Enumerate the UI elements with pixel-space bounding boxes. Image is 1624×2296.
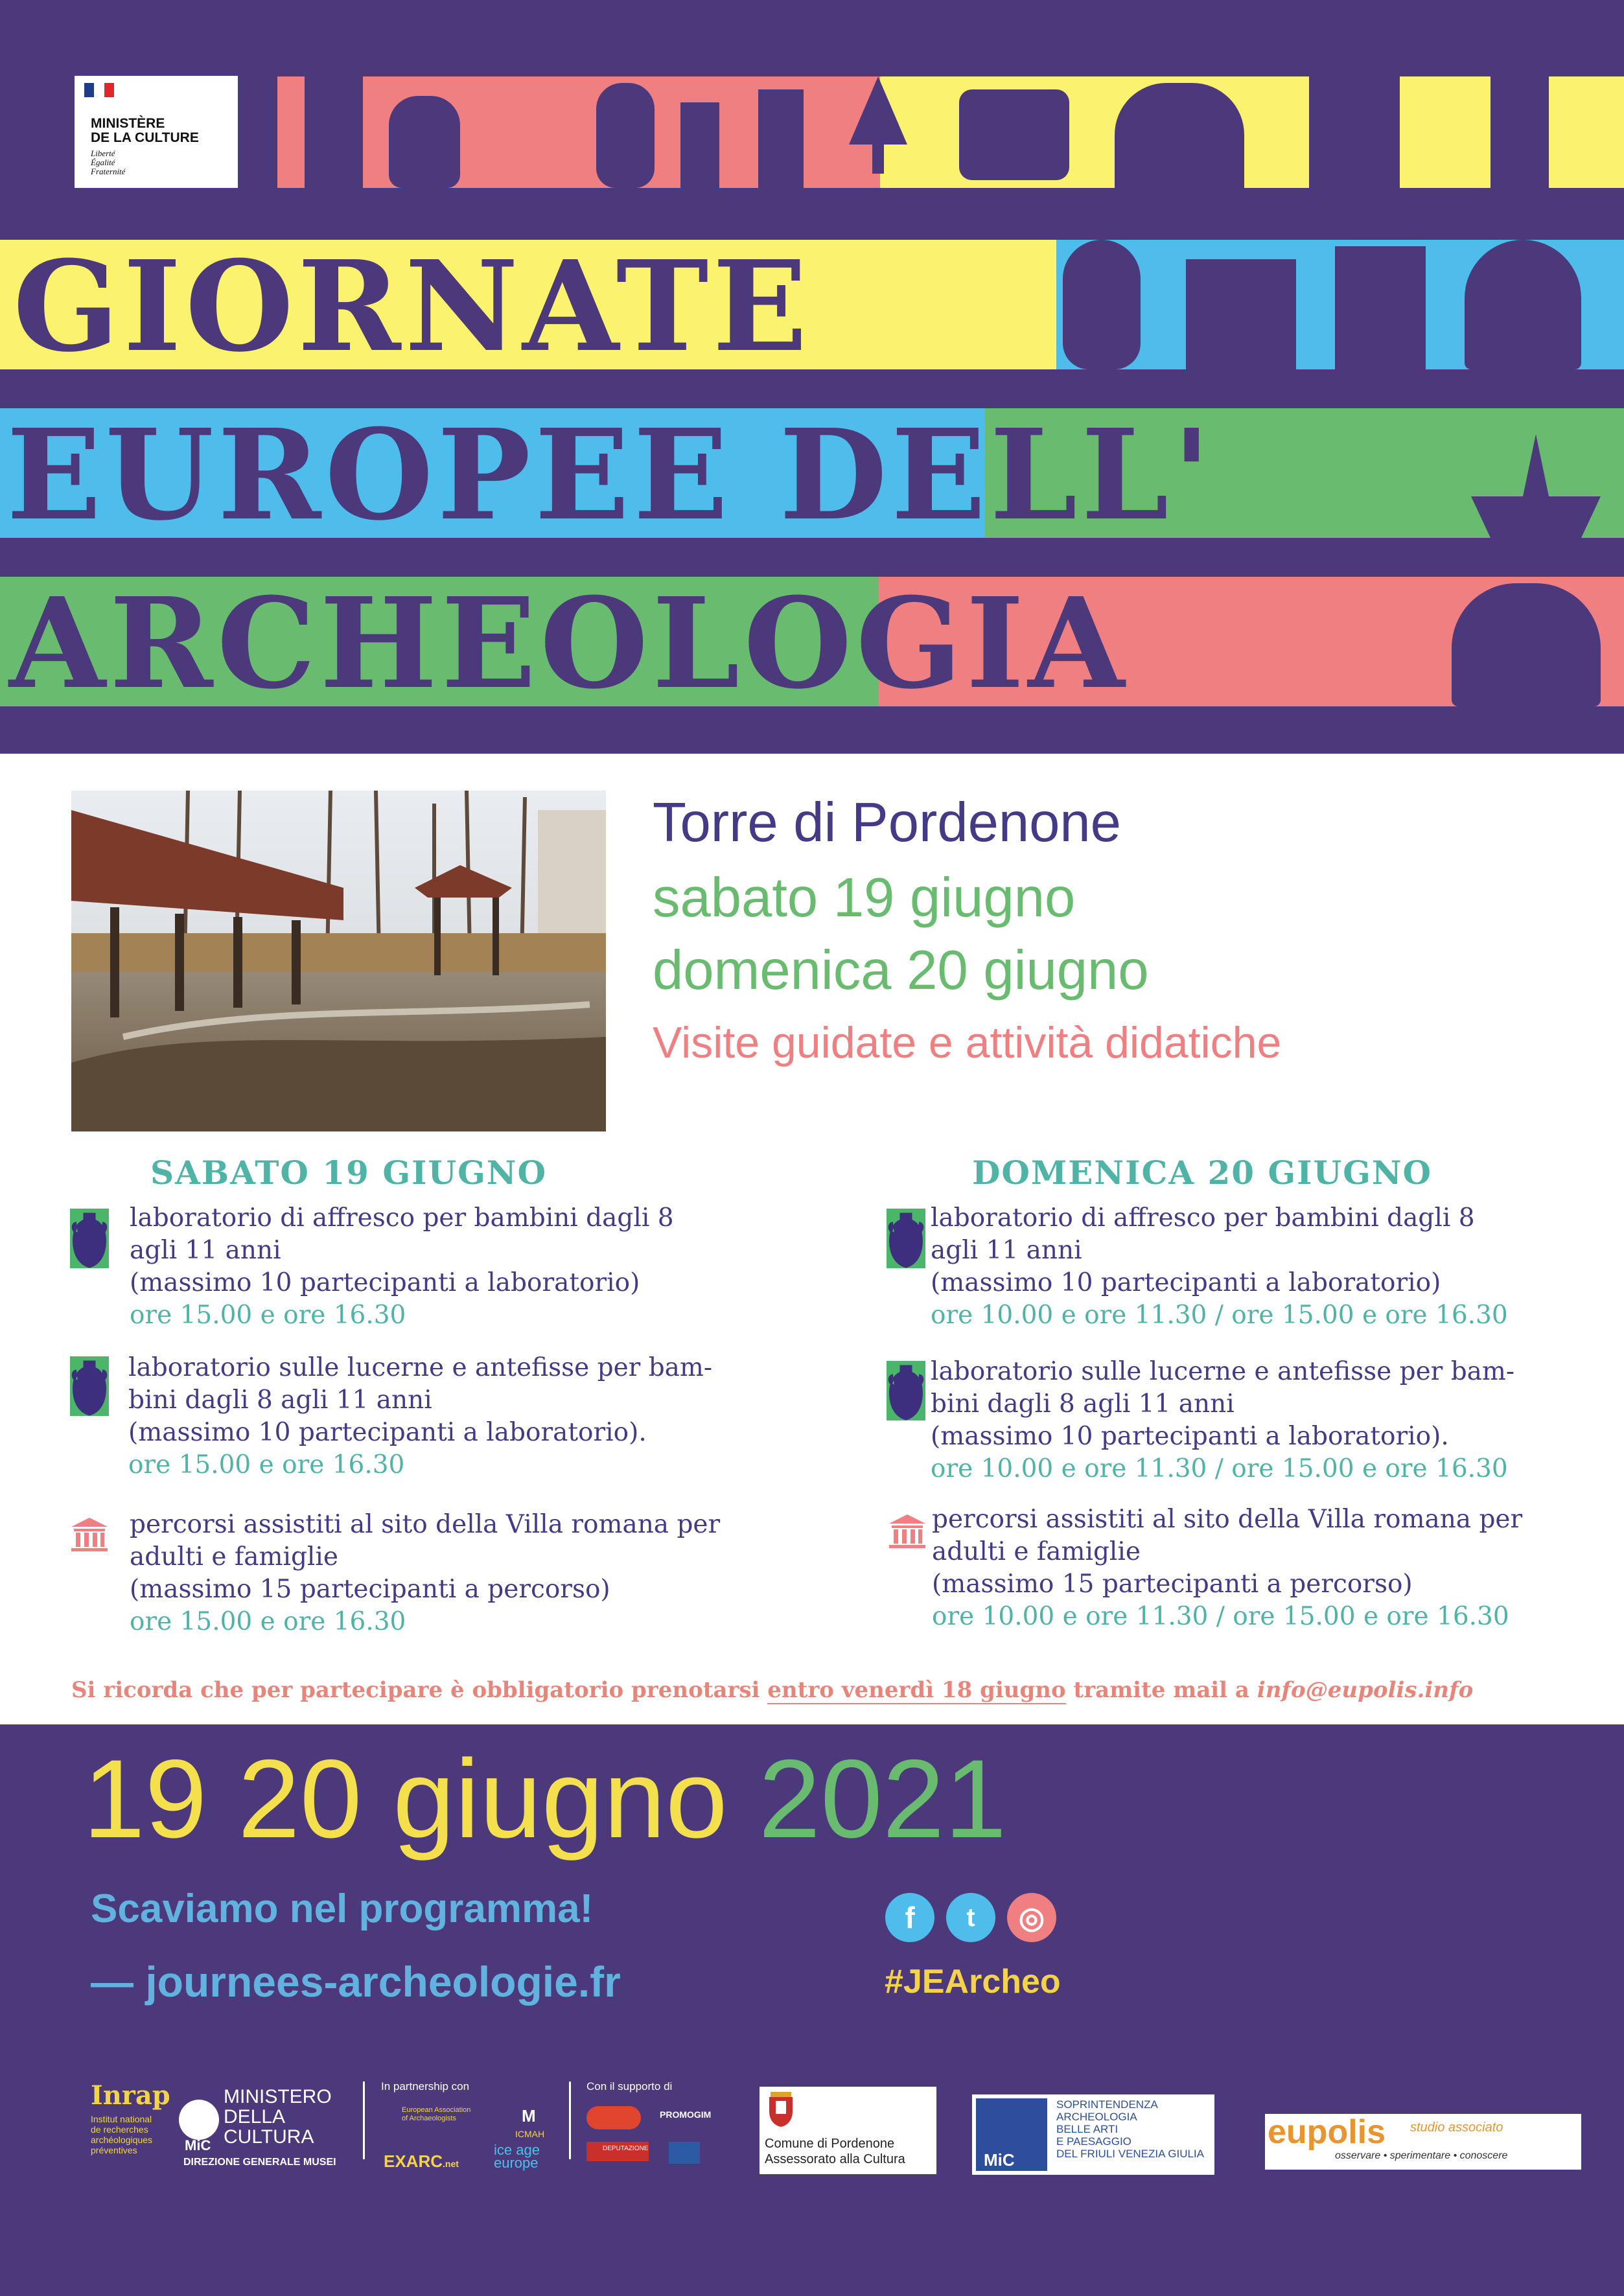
marianne-flag-icon (84, 83, 114, 97)
ministry-name (91, 117, 199, 145)
instagram-icon[interactable]: ◎ (1007, 1893, 1056, 1942)
saturday-item-lamps: laboratorio sulle lucerne e antefisse per bam- bini dagli 8 agli 11 anni (massimo 10 partecipanti a laboratorio). ore 15.00 e ore 16.30 (128, 1352, 712, 1481)
event-dates (83, 1737, 1007, 1861)
title-stripe-2 (0, 408, 1624, 538)
date-saturday: sabato 19 giugno (653, 867, 1076, 929)
saturday-item-tour: percorsi assistiti al sito della Villa romana per adulti e famiglie (massimo 15 partecipanti a percorso) ore 15.00 e ore 16.30 (130, 1509, 720, 1638)
icmah-logo: ICMAH (515, 2129, 545, 2139)
event-days: 19 20 giugno (83, 1737, 728, 1861)
venue-name: Torre di Pordenone (653, 792, 1121, 853)
fortress-icon (305, 76, 363, 188)
eupolis-sub: studio associato (1410, 2120, 1503, 2135)
sponsor-logo-2 (669, 2142, 700, 2164)
booking-notice (71, 1677, 1473, 1703)
contact-email-link[interactable]: info@eupolis.info (1257, 1677, 1474, 1703)
amphora-icon (596, 83, 655, 188)
title-word-archeologia: ARCHEOLOGIA (9, 577, 1129, 706)
jug-icon (1063, 240, 1141, 369)
comune-text: Comune di Pordenone Assessorato alla Cultura (765, 2137, 905, 2166)
mic-name: MINISTERO DELLA CULTURA (224, 2086, 332, 2148)
tools-icon (680, 102, 719, 188)
hashtag: #JEArcheo (885, 1963, 1061, 2000)
notice-text-2: tramite mail a (1065, 1677, 1257, 1703)
amphora-icon (70, 1356, 109, 1416)
activities-subtitle: Visite guidate e attività didatiche (653, 1018, 1282, 1067)
saturday-tour-time: ore 15.00 e ore 16.30 (130, 1607, 406, 1636)
villa-photo (71, 791, 606, 1131)
coat-of-arms-icon (768, 2092, 794, 2128)
event-year: 2021 (758, 1737, 1007, 1861)
eupolis-tagline: osservare • sperimentare • conoscere (1335, 2150, 1508, 2161)
motto-1: Liberté (91, 148, 115, 158)
promogim-logo: PROMOGIM (660, 2109, 712, 2120)
ladder-icon (1309, 76, 1400, 188)
ministry-line-1: MINISTÈRE (91, 116, 165, 131)
sunday-fresco-time: ore 10.00 e ore 11.30 / ore 15.00 e ore 16.30 (931, 1301, 1508, 1330)
support-label: Con il supporto di (586, 2080, 673, 2093)
mic-logo-icon (179, 2100, 219, 2140)
twitter-icon[interactable]: t (946, 1893, 995, 1942)
ice-age-europe-logo: ice age europe (494, 2142, 540, 2171)
sponsor-logo (586, 2106, 641, 2129)
temple-icon (888, 1513, 927, 1549)
sunday-item-lamps: laboratorio sulle lucerne e antefisse per bam- bini dagli 8 agli 11 anni (massimo 10 partecipanti a laboratorio). ore 10.00 e ore 11.30 / ore 15.00 e ore 16.30 (931, 1356, 1514, 1485)
huts-icon (1115, 83, 1244, 188)
header-banner (0, 0, 1624, 754)
sunday-tour-time: ore 10.00 e ore 11.30 / ore 15.00 e ore 16.30 (932, 1602, 1509, 1631)
ministry-motto (91, 149, 125, 176)
sunday-item-fresco: laboratorio di affresco per bambini dagli 8 agli 11 anni (massimo 10 partecipanti a laboratorio) ore 10.00 e ore 11.30 / ore 15.00 e ore 16.30 (931, 1202, 1508, 1332)
microscope-icon (1335, 246, 1426, 369)
sunday-item-tour: percorsi assistiti al sito della Villa romana per adulti e famiglie (massimo 15 partecipanti a percorso) ore 10.00 e ore 11.30 / ore 15.00 e ore 16.30 (932, 1503, 1522, 1633)
motto-2: Égalité (91, 157, 115, 167)
program-tagline: Scaviamo nel programma! (91, 1886, 594, 1931)
chest-icon (1186, 259, 1296, 369)
title-word-europee-dell: EUROPEE DELL' (6, 408, 1215, 538)
microscope-icon (758, 89, 804, 188)
amphora-icon (887, 1361, 925, 1421)
mic-abbr: MiC (185, 2137, 211, 2153)
saturday-lamps-time: ore 15.00 e ore 16.30 (128, 1450, 405, 1479)
eupolis-name: eupolis (1268, 2113, 1386, 2151)
inrap-logo: Inrap (91, 2080, 170, 2111)
soprintendenza-text: SOPRINTENDENZA ARCHEOLOGIA BELLE ARTI E PAESAGGIO DEL FRIULI VENEZIA GIULIA (1056, 2098, 1204, 2160)
date-sunday: domenica 20 giugno (653, 940, 1149, 1001)
elephant-icon (1452, 583, 1601, 706)
saturday-item-fresco: laboratorio di affresco per bambini dagli 8 agli 11 anni (massimo 10 partecipanti a laboratorio) ore 15.00 e ore 16.30 (130, 1202, 674, 1332)
mic-direzione: DIREZIONE GENERALE MUSEI (183, 2157, 336, 2168)
facebook-icon[interactable]: f (885, 1893, 934, 1942)
title-stripe-3 (0, 577, 1624, 706)
inrap-subtitle: Institut national de recherches archéologiques préventives (91, 2114, 152, 2155)
temple-icon (70, 1516, 109, 1552)
exarc-logo: EXARC.net (384, 2151, 459, 2171)
sopr-mic-abbr: MiC (984, 2150, 1015, 2170)
sunday-heading: DOMENICA 20 GIUGNO (972, 1154, 1433, 1192)
vase-icon (389, 96, 460, 188)
lantern-icon (1465, 240, 1581, 369)
ministry-line-2: DE LA CULTURE (91, 130, 199, 145)
notice-text-1: Si ricorda che per partecipare è obbligatorio prenotarsi (71, 1677, 768, 1703)
notice-deadline: entro venerdì 18 giugno (767, 1677, 1066, 1703)
eaa-logo: European Association of Archaeologists (402, 2106, 471, 2122)
sunday-lamps-time: ore 10.00 e ore 11.30 / ore 15.00 e ore 16.30 (931, 1454, 1508, 1483)
amphora-icon (887, 1209, 925, 1268)
vehicle-icon (959, 89, 1069, 180)
saturday-heading: SABATO 19 GIUGNO (150, 1154, 548, 1192)
icmah-icon: M (522, 2106, 536, 2126)
amphora-icon (70, 1209, 109, 1268)
top-illustration-stripe (0, 76, 1624, 188)
deputazione-label: DEPUTAZIONE (603, 2145, 649, 2152)
partnership-label: In partnership con (381, 2080, 470, 2093)
title-stripe-1 (0, 240, 1624, 369)
website-link[interactable]: — journees-archeologie.fr (91, 1958, 621, 2006)
saturday-fresco-time: ore 15.00 e ore 16.30 (130, 1301, 406, 1330)
tower-icon (1491, 76, 1549, 188)
title-word-giornate: GIORNATE (13, 240, 811, 369)
motto-3: Fraternité (91, 167, 126, 176)
